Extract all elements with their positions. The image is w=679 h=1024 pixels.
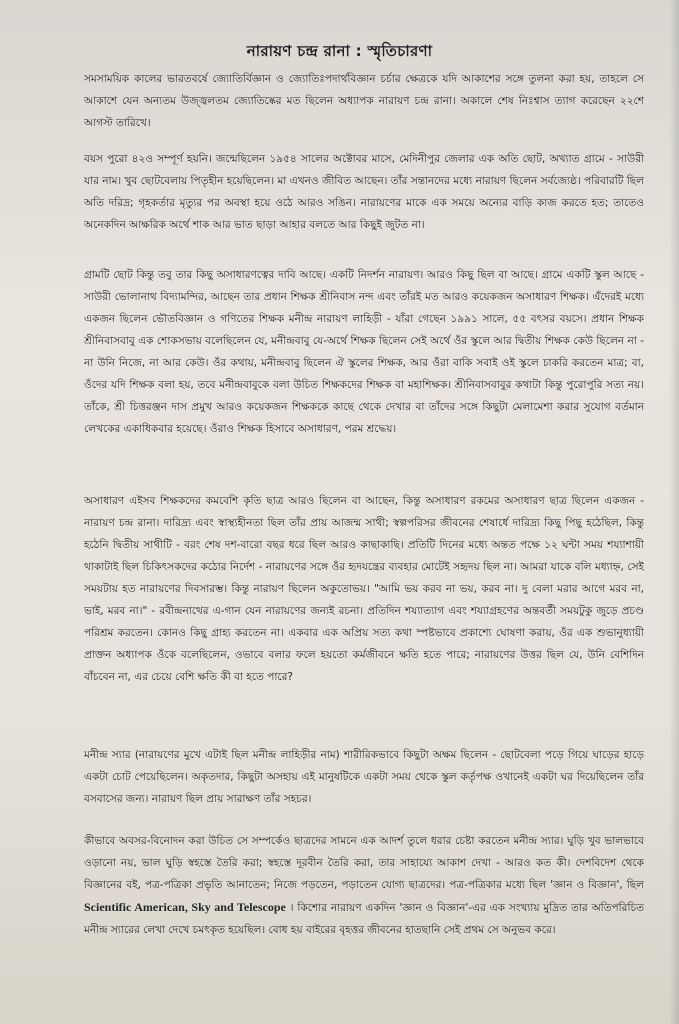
paragraph-leisure-end: । কিশোর নারায়ণ একদিন 'জ্ঞান ও বিজ্ঞান'-এর এক সংখ্যায় মুদ্রিত তার অতিপরিচিত মনীন্দ্র স্যারের লেখা দেখে চমৎকৃত হয়েছিল। বোধ হয় বাইরের বৃহত্তর জীবনের হাতছানি সেই প্রথম সে অনুভব করে। [84,902,644,936]
paragraph-village-school: গ্রামটি ছোট কিন্তু তবু তার কিছু অসাধারণত্বের দাবি আছে। একটি নিদর্শন নারায়ণ। আরও কিছু ছিল বা আছে। গ্রামে একটি স্কুল আছে - সাউরী ভোলানাথ বিদ্যামন্দির, আছেন তার প্রধান শিক্ষক শ্রীনিবাস নন্দ এবং তাঁরই মত আরও কয়েকজন অসাধারণ শিক্ষক। এঁদেরই মধ্যে একজন ছিলেন ভৌতবিজ্ঞান ও গণিতের শিক্ষক মনীন্দ্র নারায়ণ লাহিড়ী - যাঁরা গেছেন ১৯৯১ সালে, ৫৫ বৎসর বয়সে। প্রধান শিক্ষক শ্রীনিবাসবাবু এক শোকসভায় বলেছিলেন যে, মনীন্দ্রবাবু যে-অর্থে শিক্ষক ছিলেন সেই অর্থে ওঁর স্কুলে আর দ্বিতীয় শিক্ষক কেউ ছিলেন না - না উনি নিজে, না আর কেউ। ওঁর কথায়, মনীন্দ্রবাবু ছিলেন ঐ স্কুলের শিক্ষক, আর ওঁরা বাকি সবাই ওই স্কুলে চাকরি করতেন মাত্র; বা, ওঁদের যদি শিক্ষক বলা হয়, তবে মনীন্দ্রবাবুকে বলা উচিত শিক্ষকদের শিক্ষক বা মহাশিক্ষক। শ্রীনিবাসবাবুর কথাটা কিন্তু পুরোপুরি সত্য নয়। তাঁকে, শ্রী চিত্তরঞ্জন দাস প্রমুখ আরও কয়েকজন শিক্ষককে কাছে থেকে দেখার বা তাঁদের সঙ্গে কিছুটা মেলামেশা করার সুযোগ বর্তমান লেখকের একাধিকবার হয়েছে। ওঁরাও শিক্ষক হিসাবে অসাধারণ, পরম শ্রদ্ধেয়। [84,269,644,435]
paragraph-early-life: বয়স পুরো ৪২ও সম্পূর্ণ হয়নি। জন্মেছিলেন ১৯৫৪ সালের অক্টোবর মাসে, মেদিনীপুর জেলার এক অতি ছোট, অখ্যাত গ্রামে - সাউরী যার নাম। খুব ছোটবেলায় পিতৃহীন হয়েছিলেন। মা এখনও জীবিত আছেন। তাঁর সন্তানদের মধ্যে নারায়ণ ছিলেন সর্বজ্যেষ্ঠ। পরিবারটি ছিল অতি দরিদ্র; গৃহকর্তার মৃত্যুর পর অবস্থা হয়ে ওঠে আরও সঙিন। নারায়ণের মাকে এক সময়ে অন্যের বাড়ি কাজ করতে হত; তাতেও অনেকদিন আক্ষরিক অর্থে শাক আর ভাত ছাড়া আহার বলতে আর কিছুই জুটত না। [84,153,644,231]
paragraph-student-health: অসাধারণ এইসব শিক্ষকদের কমবেশি কৃতি ছাত্র আরও ছিলেন বা আছেন, কিন্তু অসাধারণ রকমের অসাধারণ ছাত্র ছিলেন একজন - নারায়ণ চন্দ্র রানা। দারিদ্র্য এবং স্বাস্থ্যহীনতা ছিল তাঁর প্রায় আজন্ম সাথী; স্বল্পপরিসর জীবনের শেষার্ধে দারিদ্র্য কিছু পিছু হঠেছিল, কিন্তু হঠেনি দ্বিতীয় সাথীটি - বরং শেষ দশ-বারো বছর ধরে ছিল আরও কাছাকাছি। প্রতিটি দিনের মধ্যে অন্তত পক্ষে ১২ ঘন্টা সময় শয্যাশায়ী থাকাটাই ছিল চিকিৎসকদের কঠোর নির্দেশ - নারায়ণের সঙ্গে ওঁর হৃদযন্ত্রের ব্যবহার মোটেই সহৃদয় ছিল না। আমরা যাকে বলি মধ্যাহ্ন, সেই সময়টায় হত নারায়ণের দিবসারম্ভ। কিন্তু নারায়ণ ছিলেন অকুতোভয়। "আমি ভয় করব না ভয়, করব না। দু বেলা মরার আগে মরব না, ভাই, মরব না।" - রবীন্দ্রনাথের এ-গান যেন নারায়ণের জন্যই রচনা। প্রতিদিন শয্যাত্যাগ এবং শয্যাগ্রহণের অন্তবর্তী সময়টুকু জুড়ে প্রচণ্ড পরিশ্রম করতেন। কোনও কিছু গ্রাহ্য করতেন না। একবার এক অপ্রিয় সত্য কথা স্পষ্টভাবে প্রকাশ্যে ঘোষণা করায়, ওঁর এক শুভানুধ্যায়ী প্রাক্তন অধ্যাপক ওঁকে বলেছিলেন, ওভাবে বলার ফলে হয়তো কর্মজীবনে ক্ষতি হতে পারে; নারায়ণের উত্তর ছিল যে, উনি বেশিদিন বাঁচবেন না, এর চেয়ে বেশি ক্ষতি কী বা হতে পারে? [84,495,644,683]
page-title: নারায়ণ চন্দ্র রানা : স্মৃতিচারণা [246,42,433,60]
paragraph-intro: সমসাময়িক কালের ভারতবর্ষে জ্যোতির্বিজ্ঞান ও জ্যোতিঃপদার্থবিজ্ঞান চর্চার ক্ষেত্রকে যদি আকাশের সঙ্গে তুলনা করা হয়, তাহলে সে আকাশে যেন অন্যতম উজ্জ্বলতম জ্যোতিষ্কের মত ছিলেন অধ্যাপক নারায়ণ চন্দ্র রানা। অকালে শেষ নিঃশ্বাস ত্যাগ করেছেন ২২শে আগস্ট তারিখে। [84,73,644,129]
page-edge-shadow [669,0,679,1024]
paragraph-manindra-sir: মনীন্দ্র স্যার (নারায়ণের মুখে এটাই ছিল মনীন্দ্র লাহিড়ীর নাম) শারীরিকভাবে কিছুটা অক্ষম ছিলেন - ছোটবেলা পড়ে গিয়ে ঘাড়ের হাড়ে একটা চোট পেয়েছিলেন। অকৃতদার, কিছুটা অসহায় এই মানুষটিকে একটা সময় থেকে স্কুল কর্তৃপক্ষ ওখানেই একটা ঘর দিয়েছিলেন তাঁর বসবাসের জন্য। নারায়ণ ছিল প্রায় সারাক্ষণ তাঁর সহচর। [84,749,644,805]
paragraph-leisure-science [84,830,644,996]
magazine-names: Scientific American, Sky and Telescope [84,900,286,914]
paragraph-leisure-text: কীভাবে অবসর-বিনোদন করা উচিত সে সম্পর্কেও ছাত্রদের সামনে এক আদর্শ তুলে ধরার চেষ্টা করতেন মনীন্দ্র স্যার। ঘুড়ি খুব ভালভাবে ওড়ানো নয়, ভাল ঘুড়ি স্বহস্তে তৈরি করা; স্বহস্তে দূরবীন তৈরি করা, তার সাহায্যে আকাশ দেখা - আরও কত কী। দেশবিদেশ থেকে বিজ্ঞানের বই, পত্র-পত্রিকা প্রভৃতি আনাতেন; নিজে পড়তেন, পড়াতেন যোগ্য ছাত্রদের। পত্র-পত্রিকার মধ্যে ছিল 'জ্ঞান ও বিজ্ঞান', ছিল [84,835,644,891]
